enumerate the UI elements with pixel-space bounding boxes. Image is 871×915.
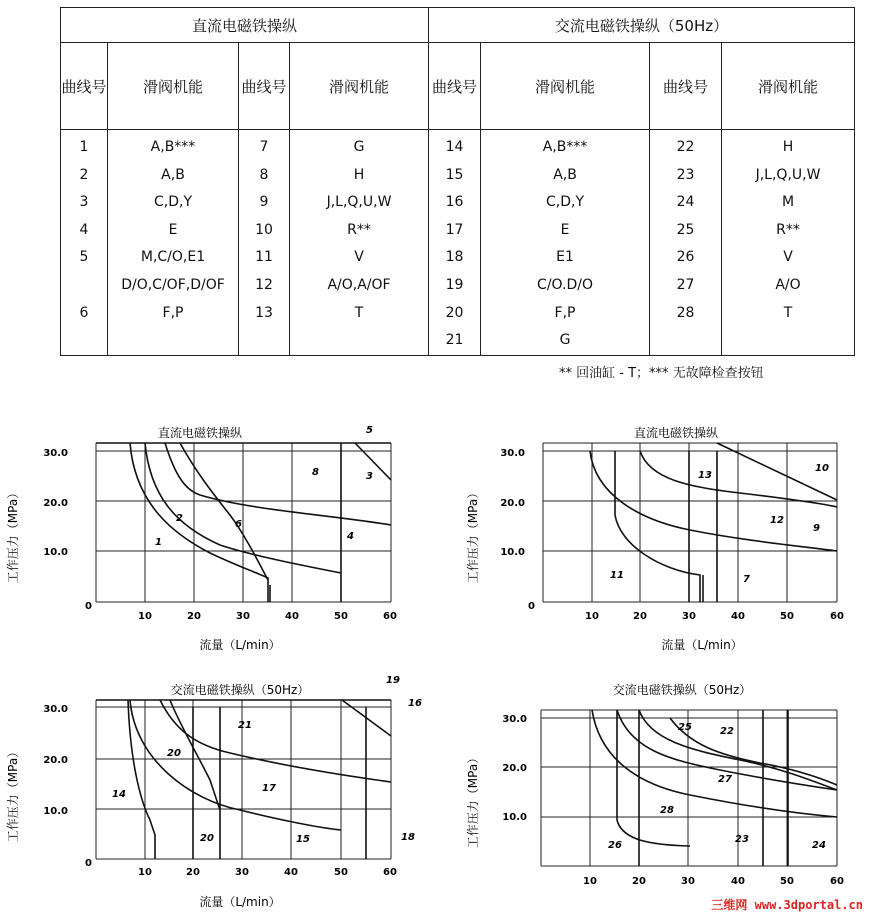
xtick: 50	[334, 867, 348, 878]
curve-label: 3	[366, 471, 373, 482]
table-cell: 20	[445, 304, 464, 321]
curve-label: 8	[312, 467, 319, 478]
xtick: 40	[731, 876, 745, 887]
xtick: 50	[780, 611, 794, 622]
table-cell: C,D,Y	[546, 194, 585, 211]
table-cell: 23	[676, 166, 695, 183]
xtick: 60	[383, 611, 397, 622]
xtick: 10	[138, 867, 152, 878]
ytick: 10.0	[43, 806, 68, 817]
table-cell: 21	[445, 332, 464, 349]
table-cell: F,P	[162, 304, 184, 321]
col-func: 滑阀机能	[722, 43, 855, 130]
table-cell: 3	[79, 194, 89, 211]
ytick: 30.0	[502, 714, 527, 725]
y-label: 工作压力（MPa）	[6, 486, 20, 584]
dc-curves-b	[239, 130, 290, 356]
table-cell: A,B	[161, 166, 185, 183]
curve-label: 11	[610, 570, 624, 581]
table-cell: G	[559, 332, 571, 349]
table-cell: 19	[445, 276, 464, 293]
ytick: 0	[528, 601, 535, 612]
table-cell: 10	[255, 221, 273, 238]
ytick: 30.0	[500, 448, 525, 459]
ytick: 20.0	[502, 763, 527, 774]
table-cell: 2	[79, 166, 89, 183]
xtick: 60	[830, 876, 844, 887]
table-cell	[61, 272, 107, 300]
ac-funcs-a	[481, 130, 650, 356]
table-cell: E	[560, 221, 570, 238]
table-cell: A,B***	[150, 139, 196, 155]
xtick: 50	[334, 611, 348, 622]
curve-label: 16	[408, 698, 422, 709]
ytick: 10.0	[502, 812, 527, 823]
table-cell: 11	[255, 249, 273, 266]
curve-label: 4	[347, 531, 354, 542]
ytick: 30.0	[43, 448, 68, 459]
curve-label: 13	[698, 470, 712, 481]
chart-dc-right	[440, 415, 870, 660]
ac-header: 交流电磁铁操纵（50Hz）	[429, 8, 855, 43]
curve-label: 6	[235, 519, 242, 530]
xtick: 50	[780, 876, 794, 887]
xtick: 40	[731, 611, 745, 622]
x-label: 流量（L/min）	[199, 895, 281, 909]
table-cell: C/O.D/O	[537, 276, 593, 293]
valve-function-table	[60, 7, 855, 356]
xtick: 20	[187, 611, 201, 622]
y-label: 工作压力（MPa）	[466, 486, 480, 584]
ytick: 0	[85, 858, 92, 869]
col-func: 滑阀机能	[108, 43, 239, 130]
table-cell: T	[783, 304, 793, 321]
curve-label: 1	[155, 537, 162, 548]
chart-title: 交流电磁铁操纵（50Hz）	[612, 683, 752, 697]
table-cell: V	[783, 249, 793, 266]
ac-curves-b	[650, 130, 722, 356]
curve-label: 7	[743, 574, 750, 585]
table-cell: 15	[445, 166, 464, 183]
table-cell: 24	[676, 194, 695, 211]
xtick: 20	[186, 867, 200, 878]
table-cell: 18	[445, 249, 464, 266]
x-label: 流量（L/min）	[199, 638, 281, 652]
table-cell: 12	[255, 276, 273, 293]
table-cell: 5	[79, 249, 89, 266]
col-func: 滑阀机能	[481, 43, 650, 130]
table-cell: G	[353, 139, 365, 155]
curve-label: 21	[238, 720, 252, 731]
ytick: 0	[85, 601, 92, 612]
xtick: 30	[235, 867, 249, 878]
xtick: 60	[383, 867, 397, 878]
ytick: 10.0	[43, 547, 68, 558]
curve-label: 26	[608, 840, 622, 851]
xtick: 20	[633, 611, 647, 622]
y-label: 工作压力（MPa）	[6, 745, 20, 843]
xtick: 20	[632, 876, 646, 887]
curve-label: 10	[815, 463, 829, 474]
xtick: 30	[681, 876, 695, 887]
curve-label: 20	[200, 833, 214, 844]
xtick: 40	[285, 611, 299, 622]
table-cell: 22	[676, 139, 695, 155]
chart-title: 直流电磁铁操纵	[157, 426, 243, 440]
ytick: 30.0	[43, 704, 68, 715]
ac-funcs-b	[722, 130, 855, 356]
curve-label: 12	[770, 515, 784, 526]
watermark-logo: 三维网 www.3dportal.cn	[711, 898, 863, 912]
curve-label: 28	[660, 805, 674, 816]
table-cell: 9	[259, 194, 269, 211]
col-curve: 曲线号	[239, 43, 290, 130]
xtick: 30	[236, 611, 250, 622]
ac-curves-a	[429, 130, 481, 356]
ytick: 20.0	[43, 498, 68, 509]
curve-label: 17	[262, 783, 276, 794]
table-cell: 27	[676, 276, 695, 293]
col-curve: 曲线号	[650, 43, 722, 130]
ytick: 20.0	[43, 755, 68, 766]
table-cell: 28	[676, 304, 695, 321]
table-cell: J,L,Q,U,W	[326, 194, 392, 211]
xtick: 10	[585, 611, 599, 622]
curve-label: 22	[720, 726, 734, 737]
chart-dc-left	[0, 415, 430, 660]
curve-label: 14	[112, 789, 126, 800]
chart-title: 交流电磁铁操纵（50Hz）	[170, 683, 310, 697]
col-func: 滑阀机能	[290, 43, 429, 130]
curve-label: 25	[678, 722, 692, 733]
chart-title: 直流电磁铁操纵	[633, 426, 719, 440]
curve-label: 5	[366, 425, 373, 436]
dc-header: 直流电磁铁操纵	[61, 8, 429, 43]
table-cell: 16	[445, 194, 464, 211]
chart-ac-left	[0, 670, 430, 915]
table-cell: 4	[79, 221, 89, 238]
table-cell: M	[781, 194, 795, 211]
curve-label: 9	[813, 523, 820, 534]
table-cell: 1	[79, 139, 89, 155]
table-cell: M,C/O,E1	[140, 249, 206, 266]
col-curve: 曲线号	[61, 43, 108, 130]
y-label: 工作压力（MPa）	[466, 751, 480, 849]
table-cell: C,D,Y	[153, 194, 192, 211]
table-cell: 7	[259, 139, 269, 155]
table-cell: 14	[445, 139, 464, 155]
table-cell: 26	[676, 249, 695, 266]
table-cell: H	[353, 166, 365, 183]
table-cell: A/O	[775, 276, 801, 293]
table-cell: A/O,A/OF	[327, 276, 391, 293]
curve-label: 24	[812, 840, 826, 851]
table-cell: R**	[347, 221, 371, 238]
table-cell: A,B***	[542, 139, 588, 155]
table-cell: F,P	[554, 304, 576, 321]
legend-note: ** 回油缸 - T；*** 无故障检查按钮	[559, 366, 764, 381]
dc-funcs-b	[290, 130, 429, 356]
x-label: 流量（L/min）	[661, 638, 743, 652]
ytick: 10.0	[500, 547, 525, 558]
table-cell: A,B	[553, 166, 577, 183]
col-curve: 曲线号	[429, 43, 481, 130]
table-cell: 8	[259, 166, 269, 183]
table-cell: 17	[445, 221, 464, 238]
dc-funcs-a	[108, 130, 239, 356]
table-cell: H	[782, 139, 794, 155]
table-cell: 6	[79, 304, 89, 321]
xtick: 30	[682, 611, 696, 622]
xtick: 40	[284, 867, 298, 878]
curve-label: 19	[386, 675, 400, 686]
table-cell: J,L,Q,U,W	[755, 166, 821, 183]
chart-ac-right	[440, 670, 870, 915]
table-cell: D/O,C/OF,D/OF	[121, 276, 225, 293]
curve-label: 2	[176, 513, 183, 524]
table-cell: R**	[776, 221, 800, 238]
table-cell: 25	[676, 221, 695, 238]
ytick: 20.0	[500, 498, 525, 509]
curve-label: 23	[735, 834, 749, 845]
table-cell: V	[354, 249, 364, 266]
table-cell: 13	[255, 304, 273, 321]
xtick: 60	[830, 611, 844, 622]
curve-label: 20	[167, 748, 181, 759]
table-cell: T	[354, 304, 364, 321]
table-cell: E	[168, 221, 178, 238]
curve-label: 18	[401, 832, 415, 843]
xtick: 10	[138, 611, 152, 622]
curve-label: 27	[718, 774, 732, 785]
xtick: 10	[583, 876, 597, 887]
dc-curves-a	[61, 130, 108, 356]
curve-label: 15	[296, 834, 310, 845]
table-cell: E1	[556, 249, 574, 266]
